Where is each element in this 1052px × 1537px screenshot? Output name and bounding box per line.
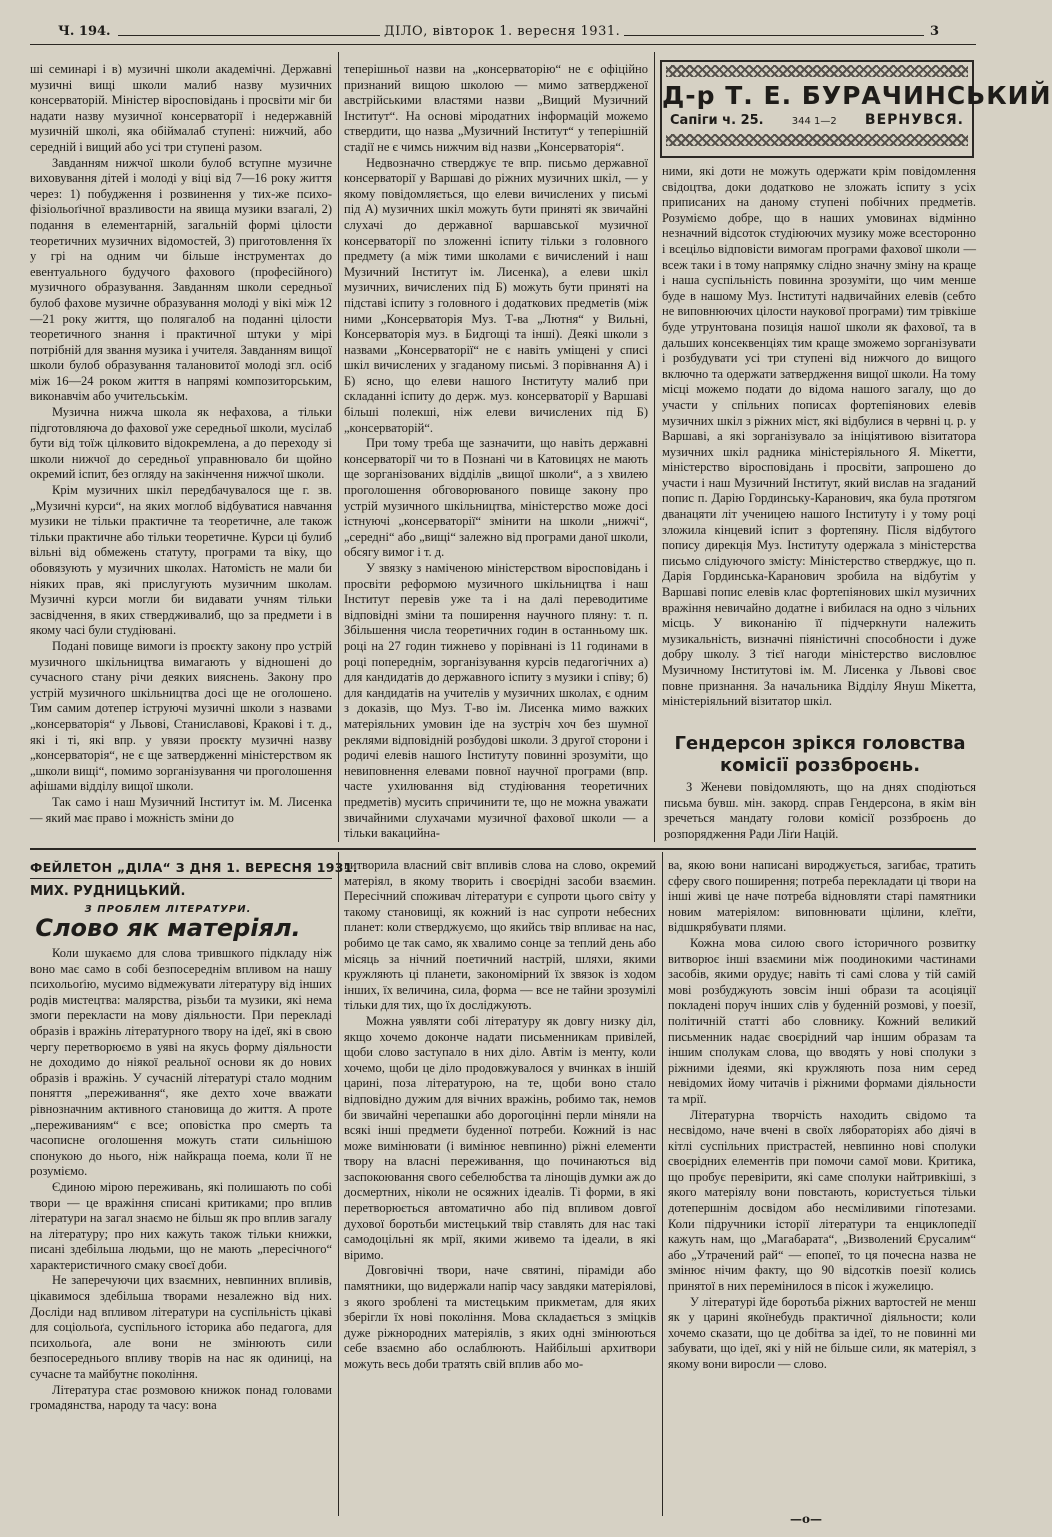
ad-phone: 344 1—2 (791, 116, 837, 127)
ad-doctor-name: Д-р Т. Е. БУРАЧИНСЬКИЙ (662, 81, 1052, 110)
news-body (664, 780, 976, 842)
rubric-underline (30, 878, 332, 879)
section-divider (30, 848, 976, 850)
article-column-3 (662, 164, 976, 726)
doctor-advertisement (660, 60, 1052, 158)
masthead: ДІЛО, вівторок 1. вересня 1931. (384, 24, 621, 39)
article-column-2 (344, 62, 648, 842)
paragraph: Подані повище вимоги із проєкту закону про устрій музичного шкільництва вимагають у відношені до сучасного стану річи деяких вияснень. Закону про устрій музичного шкільництва досі ще не оголошено. Тим самим дотепер іструючі музичні школи з назвами „консерваторія“ у Львові, Станиславові, Кракові і т. д., які і ті, які впр. у увязи проєкту музичні назву „консерваторія“, не є ще затвердженні міністерством як „школи вищі“, помимо зорганізування чи проголошення афішами відділу вищої школи. (30, 638, 332, 794)
paragraph: З Женеви повідомляють, що на днях сподіються письма бувш. мін. закорд. справ Гендерсона, в якім він зречеться мандату голови комісії роззброєнь до розпорядження Ради Ліґи Націй. (664, 780, 976, 841)
paragraph: витворила власний світ впливів слова на слово, окремий матеріял, в якому творить і своєрідні засоби взаємин. Пересічний споживач літератури є супроти цього світу у такому становищі, як кожний із нас супроти небесних планет: коли стверджуємо, що якийсь твір впливає на нас, робимо це так само, як хвалимо сонце за теплий день або місяць за нічний поетичний настрій, шляхи, якими кружляють ці планети, закономірний їх звязок із ходом інших, їх величина, сила, форма — все не тайни зрозумілі тільки для тих, що їх досліджують. (344, 858, 656, 1013)
paragraph: Недвозначно стверджує те впр. письмо державної консерваторії у Варшаві до ріжних музичних шкіл, — у якому повідомляється, що елеви вичислених у письмі під А) музичних шкіл можуть бути приняті як звичайні слухачі до державної варшавської музичної консерваторії по зложенні іспиту тільки з головного предмету (а між тими школами є вичислений і наш Музичний Інститут ім. Лисенка), а елеви шкіл музичних, вичислених під Б) можуть бути приняті на підставі іспиту з головного і додаткових предметів (між ними „Консерваторія Муз. Т-ва „Лютня“ у Вильні, Консерваторія муз. в Бидгощі та інші). Деякі школи з назвами „Консерваторії“ не є навіть уміщені у списі шкіл вичислених у згаданому письмі. З порівнання А) і Б) ясно, що елеви нашого Інституту малиб при складанні іспиту до держ. муз. консерваторії у Варшаві більші полекші, ніж елеви вичислених під Б) „консерваторій“. (344, 155, 648, 435)
ad-details (662, 110, 972, 128)
article-column-1 (30, 62, 332, 842)
paragraph: Довговічні твори, наче святині, піраміди або памятники, що видержали напір часу завдяки матеріялові, з якого зроблені та мистецьким прикметам, для яких зберігли їх нові покоління. Мова складається з зміцків дуже ріжнородних матеріялів, з яких одні змінюються себе взаємно або ослаблюють. Найбільші архитвори можуть весь доби тратять свій вплив або мо- (344, 1263, 656, 1371)
issue-number: Ч. 194. (58, 24, 111, 39)
paragraph: Так само і наш Музичний Інститут ім. М. Лисенка — який має право і можність зміни до (30, 794, 332, 825)
ornament-border (666, 134, 968, 146)
paragraph: Кожна мова силою свого історичного розвитку витворює інші взаємини між поодинокими частинами засобів, якими орудує; навіть ті самі слова у тій самій мові розбуджують зовсім інші образи та асоціяції покладені поруч інших слів у буденній розмові, у поезії, політичній статті або словнику. Кожний великий письменник надає своєрідний чар іншим образам та іншим сполукам слова, що вводять у нові сполуки з ріжними ідеями, які кружляють поза ним серед невідомих йому читачів і ріжними формами діяльности та мрії. (668, 935, 976, 1106)
paragraph: Завданням нижчої школи булоб вступне музичне виховування дітей і молоді у віці від 7—16 року життя через: 1) побудження і розвинення у тих-же психо-фізіольоґічної вразливости на явища музики взагалі, 2) подання в елементарній, загальній формі цілости теоретичних музичних відомостей, 3) приготовлення їх у грі на одним чи більше інструментах до евентуального будучого фахового (професійного) музичного образування. Завданням школи середньої булоб фахове музичне образування молоді у вікі між 12—21 року життя, що полягалоб на поданні цілости теоретичного знання і практичної штуки у мірі потрібній для звання музика і учителя. Завданням вищої школи булоб образування талановитої молоді згл. осіб між 16—24 роком життя в напрямі композиторським, виконавчім або учительськім. (30, 155, 332, 404)
paragraph: Можна уявляти собі літературу як довгу низку діл, якщо хочемо доконче надати письменникам привілей, щоби слово заступало в них діло. Автім із менту, коли хочемо, щоби це діло продовжувалося у вчинках в іншій царині, поза літературою, на те, щоби воно стало відповідно дужим для вічних вражінь, робимо так, немов би звичайні черепашки або дорогоцінні перли міняли на всякі інші предмети буденної потреби. Кожний із нас може вимінювати (і вимінює невпинно) ріжні елементи твору на власні переживання, що починаються від заспокоювання свого себелюбства та лінощів думки аж до досмертних, ніколи не осяжних ідеалів. Ті форми, в які перетворюється автоматично або під впливом довгої духової боротьби мистецький твір ставлять для нас такі самодоцільні як мрії, якими живемо та ідеали, в які віримо. (344, 1013, 656, 1262)
feuilleton-column-3 (668, 858, 976, 1508)
end-mark: —о— (790, 1512, 823, 1526)
paragraph: Крім музичних шкіл передбачувалося ще г. зв. „Музичні курси“, на яких моглоб відбуватися навчання музики не тільки практичне та теоретичне, але також тільки практичне або тільки теоретичне. Курси ці булиб вільні від обмежень статуту, програми та віку, що обовязують у музичних школах. Натомість не мали би ніяких прав, які прислугують музичним школам. Музичні курси могли би видавати учням тільки засвідчення, в яких ствердживалиб, що за предмети і в якому часі були студіювані. (30, 483, 332, 638)
feuilleton-column-2 (344, 858, 656, 1516)
header-rule-right (624, 35, 924, 36)
ad-status: ВЕРНУВСЯ. (864, 112, 964, 128)
paragraph: У літературі йде боротьба ріжних вартостей не менш як у царині якоїнебудь практичної діяльности; коли хочемо сказати, що це добітва за ідеї, то не повинні ми забувати, що ідеї, які у ній не більше сили, як матеріял, з якому вони виросли — слово. (668, 1294, 976, 1371)
column-rule (338, 852, 339, 1516)
paragraph: Музична нижча школа як нефахова, а тільки підготовляюча до фахової уже середньої школи, мусілаб бути від тоїж цілковито відокремлена, а до переходу зі школи нижчої до середньої управнювало би щойно окремий іспит, без огляду на закінчення нижчої школи. (30, 405, 332, 482)
paragraph: У звязку з наміченою міністерством віросповідань і просвіти реформою музичного шкільництва і наш Інститут перевів уже та і на далі переводитиме відповідні зміни та поширення научного пляну: т. п. Збільшення числа теоретичних годин в останньому шк. році на 27 годин тижнево у порівнані із 11 годинами в році попереднім, зорганізування курсів педагогічних а) для кандидатів до державного іспиту з музики і співу; б) для кандидатів на учителів у музичних школах, є одним з доказів, що Муз. Т-во ім. Лисенка мимо важких матеріяльних умовин іде на зустріч хоч без шумної реклями відповідній розбудові школи. З другої сторони і родичі елевів нашого Інституту повинні зрозуміти, що невиповнення елевами повної научної програми (впр. часте ухилювання від студіювання теоретичних предметів) мусить спричинити те, що не можна уважати звичайними слухачами музичної фахової школи — а тільки вакацийна- (344, 561, 648, 841)
paragraph: При тому треба ще зазначити, що навіть державні консерваторії чи то в Познані чи в Катовицях не мають ще зорганізованих відділів „вищої школи“, а з хвилею проголошення обговорюваного повище закону про устрій музичного шкільництва, міністерство може досі істнуючі „консерваторії“ змінити на школи „нижчі“, „середні“ або „вищі“ залежно від програми даної школи, обсягу вимог і т. д. (344, 436, 648, 560)
feuilleton-rubric: ФЕЙЛЕТОН „ДІЛА“ З ДНЯ 1. ВЕРЕСНЯ 1931. (30, 860, 358, 875)
paragraph: теперішньої назви на „консерваторію“ не є офіційно признаний вищою школою — мимо затвердженої австрійськими властями назви „Вищий Музичний Інститут“. На основі міродатних інформацій можемо ствердити, що назва „Музичний Інститут“ у теперішній стадії не є чимсь нижчим від назви „Консерваторія“. (344, 62, 648, 154)
ornament-border (666, 65, 968, 77)
page-number: 3 (930, 24, 940, 39)
paragraph: ва, якою вони написані вироджується, загибає, тратить сферу свого поширення; потреба перекладати ці твори на інші живі це наче потреба відновляти старі памятники новим матеріялом: виповнювати щілини, клеїти, відшкрябувати плями. (668, 858, 976, 935)
header-underline (30, 44, 976, 45)
paragraph: Література стає розмовою книжок понад головами громадянства, народу та часу: вона (30, 1382, 332, 1413)
news-headline: Гендерсон зрікся головства комісії роззброєнь. (674, 733, 966, 776)
paragraph: Літературна творчість находить свідомо та несвідомо, наче вчені в своїх лябораторіях або діячі в кітлі суспільних пристрастей, невпинно нові сполуки своєрідних елементів при помочи самої мови. Критика, що пробує перевірити, які саме сполуки найтривкіші, з якого матеріялу вони повстають, користується тільки дотепершнім досвідом або несміливими гіпотезами. Коли підручники історії літератури та енциклопедії кажуть нам, що „Магабарата“, „Визволений Єрусалим“ або „Утрачений рай“ — епопеї, то ця почесна назва не змінює нічим факту, що 90 відсотків поезії колись принятої в них перемінилося в пісок і жужелицю. (668, 1107, 976, 1294)
paragraph: Не заперечуючи цих взаємних, невпинних впливів, цікавимося здебільша творами незалежно від них. Досліди над впливом літератури на суспільність цікаві для соціольоґа, суспільного історика або педагога, для психольоґа, але вони не змінюють сили безпосереднього впливу творів на нас як одиниці, на сучасне та майбутнє покоління. (30, 1273, 332, 1382)
column-rule (662, 852, 663, 1516)
feuilleton-title: Слово як матеріял. (35, 914, 301, 942)
feuilleton-column-1 (30, 946, 332, 1516)
feuilleton-subtitle: З ПРОБЛЕМ ЛІТЕРАТУРИ. (84, 904, 252, 915)
column-rule (338, 52, 339, 842)
column-rule (654, 52, 655, 842)
paragraph: ші семинарі і в) музичні школи академічні. Державні музичні вищі школи малиб назву музичних консерваторій. Міністер віросповідань і просвіти міг би надати назву музичної консерваторії і недержавній музичній школі, яка обіймалаб ступені: нижчий, або середній і вищий або усі три ступені разом. (30, 62, 332, 154)
header-rule-left (118, 35, 380, 36)
feuilleton-author: МИХ. РУДНИЦЬКИЙ. (30, 884, 186, 899)
ad-street: Сапіги ч. 25. (670, 113, 764, 128)
paragraph: Єдиною мірою переживань, які полишають по собі твори — це вражіння списані критиками; про вплив літератури на загал знаємо не більш як про вплив загалу на літературу; про них кажуть також тільки книжки, писані здебільша людьми, що не мають „пересічного“ характеристичного смаку своєї доби. (30, 1179, 332, 1272)
paragraph: ними, які доти не можуть одержати крім повідомлення свідоцтва, доки додатково не зложать іспиту з усіх приписаних на даному ступені побічних предметів. Розуміємо добре, що в наших умовинах відмінно незначний відсоток студіюючих музику може всесторонно і всецільо відповісти вимогам програми фахової школи — всеж таки і в тому напрямку слідно значну зміну на краще і наша суспільність повинна зрозуміти, що чим менше буде в нашому Муз. Інституті надвичайних елевів (себто не виповнюючих цілости наукової програми) тим трівкіше буде утрунтована позиція нашої школи як фахової, та в дальших консеквенціях тим краще зможемо зорганізувати і розбудувати усі три ступені від нижчого до вищого включно та одержати затвердження вищої школи. На тому місці можемо подати до відома нашого загалу, що до участи у спільних пописах фортепіянових елевів музичних шкіл з ріжних міст, які відбулися в червні ц. р. у Варшаві, а які зорганізувало за ініціятивою візитатора музичних шкіл радника міністеріяльного Я. Мікетти, міністерство віросповідань і просвіти, запрошено до участи і наш Музичний Інститут, який вислав на згаданий попис п. Дарію Гординську-Каранович, яка була протягом дванацяти літ ученицею нашого Інституту і у тому році зложила кінцевий іспит з фортепяну. Після відбутого попису дирекція Муз. Інституту одержала з міністерства письмо слідуючого змісту: Міністерство стверджує, що п. Дарія Гординська-Каранович зробила на відбутім у Варшаві попис елевів клас фортепіянових шкіл музичних вражіння невичайно додатне і вибилася на одно з чільних місць. У виконанію її підчеркнути належить музикальність, визначні піяністичні способности і дуже добру школу. З тієї нагоди міністерство висловлює Музичному Інститутові ім. М. Лисенка у Львові своє повне признання. За начальника Відділу Януш Мікетта, міністеріяльний візитатор шкіл. (662, 164, 976, 709)
paragraph: Коли шукаємо для слова трившкого підкладу ніж воно має само в собі безпосереднім впливом на нашу психольоґію, мусимо відмежувати літературу від інших родів мистецтва: малярства, різьби та музики, які нема змоги перекласти на мову діяльности. При перекладі образів і вражінь літературного твору на ідеї, які в свою чергу перетворюємо в уяві на якусь форму діяльности не доходимо до ніякої реальної основи як до нових образів і вражінь. У сучасній літературі стало модним поняття „переживання“, яке дехто хоче вважати рівнозначним активного становища до життя. А проте „переживаниям“ є все; оповістка про смерть та часописне оголошення можуть стати сильнішою спонукою до нього, ніж найкраща поема, коли її не розуміємо. (30, 946, 332, 1179)
